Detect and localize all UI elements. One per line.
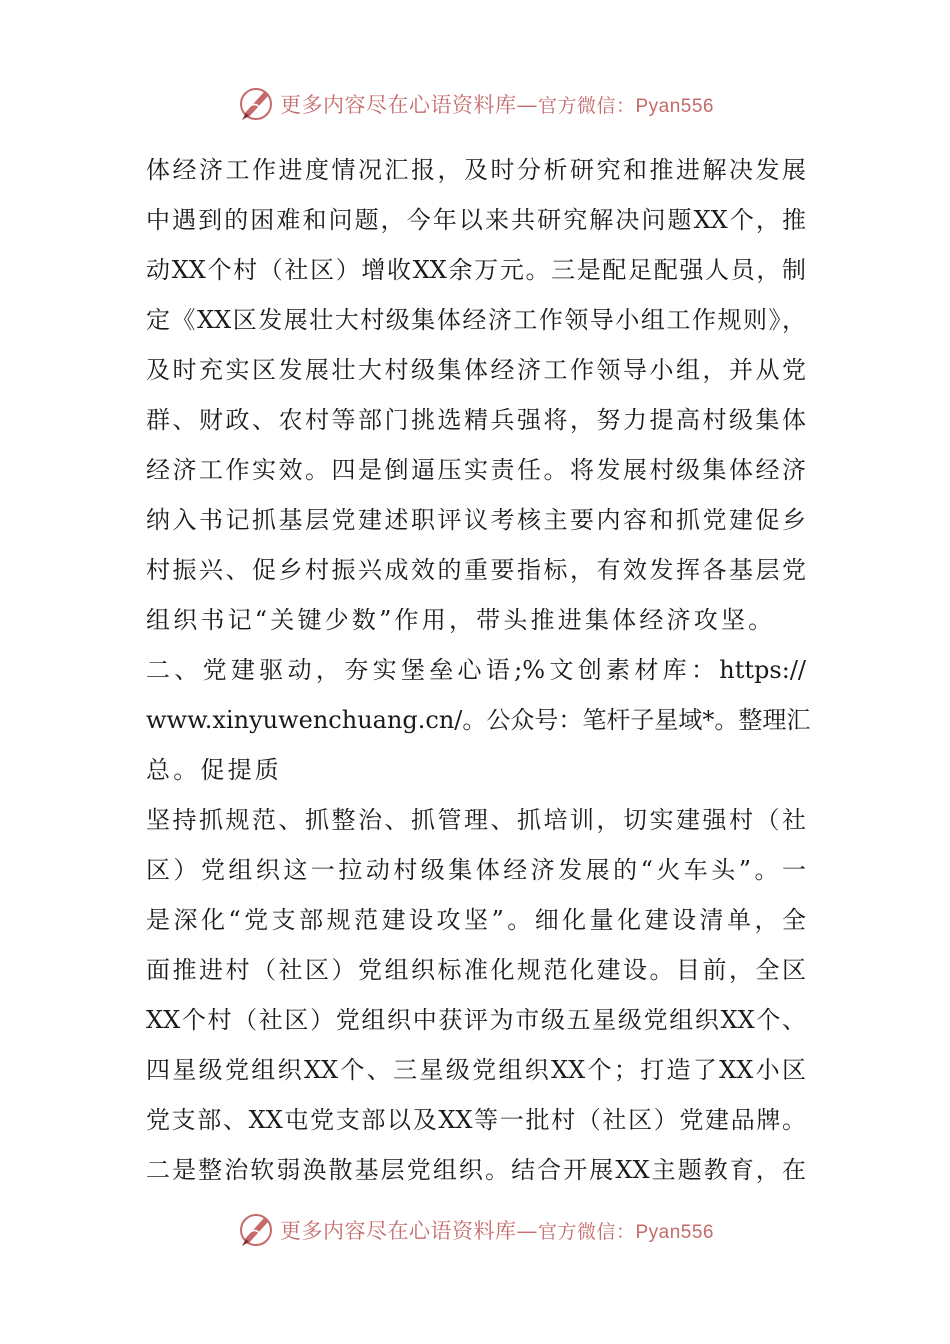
text-line: 四星级党组织XX个、三星级党组织XX个；打造了XX小区: [146, 1056, 806, 1084]
text-line: 组织书记“关键少数”作用，带头推进集体经济攻坚。: [146, 606, 776, 634]
banner-library-name: 更多内容尽在心语资料库: [279, 1219, 517, 1243]
text-line: 定《XX区发展壮大村级集体经济工作领导小组工作规则》，: [146, 306, 806, 334]
text-line: 面推进村（社区）党组织标准化规范化建设。目前，全区: [146, 956, 806, 984]
document-body: [146, 145, 811, 1195]
text-line: 党支部、XX屯党支部以及XX等一批村（社区）党建品牌。: [146, 1106, 806, 1134]
text-line: 坚持抓规范、抓整治、抓管理、抓培训，切实建强村（社: [146, 806, 806, 834]
footer-banner: [0, 1208, 950, 1252]
banner-dash: —: [516, 1219, 538, 1243]
pen-logo-icon: [236, 84, 276, 124]
text-line: 二是整治软弱涣散基层党组织。结合开展XX主题教育，在: [146, 1156, 806, 1184]
section-heading-line: www.xinyuwenchuang.cn/。公众号：笔杆子星域*。整理汇: [146, 706, 811, 734]
header-banner: [0, 82, 950, 126]
text-line: 群、财政、农村等部门挑选精兵强将，努力提高村级集体: [146, 406, 806, 434]
banner-library-name: 更多内容尽在心语资料库: [279, 93, 517, 117]
text-line: 经济工作实效。四是倒逼压实责任。将发展村级集体经济: [146, 456, 806, 484]
banner-text: [280, 89, 714, 119]
section-heading-line: 二、党建驱动，夯实堡垒心语;%文创素材库：https://: [146, 656, 806, 684]
text-line: 村振兴、促乡村振兴成效的重要指标，有效发挥各基层党: [146, 556, 806, 584]
section-heading-line: 总。促提质: [146, 756, 282, 784]
text-line: 纳入书记抓基层党建述职评议考核主要内容和抓党建促乡: [146, 506, 806, 534]
text-line: 体经济工作进度情况汇报，及时分析研究和推进解决发展: [146, 156, 806, 184]
banner-contact: 官方微信：Pyan556: [537, 96, 714, 117]
pen-logo-icon: [236, 1210, 276, 1250]
text-line: 及时充实区发展壮大村级集体经济工作领导小组，并从党: [146, 356, 806, 384]
banner-contact: 官方微信：Pyan556: [537, 1222, 714, 1243]
banner-text: [280, 1215, 714, 1245]
banner-dash: —: [516, 93, 538, 117]
text-line: 是深化“党支部规范建设攻坚”。细化量化建设清单，全: [146, 906, 806, 934]
text-line: 中遇到的困难和问题，今年以来共研究解决问题XX个，推: [146, 206, 806, 234]
text-line: 动XX个村（社区）增收XX余万元。三是配足配强人员，制: [146, 256, 806, 284]
text-line: 区）党组织这一拉动村级集体经济发展的“火车头”。一: [146, 856, 806, 884]
text-line: XX个村（社区）党组织中获评为市级五星级党组织XX个、: [146, 1006, 806, 1034]
